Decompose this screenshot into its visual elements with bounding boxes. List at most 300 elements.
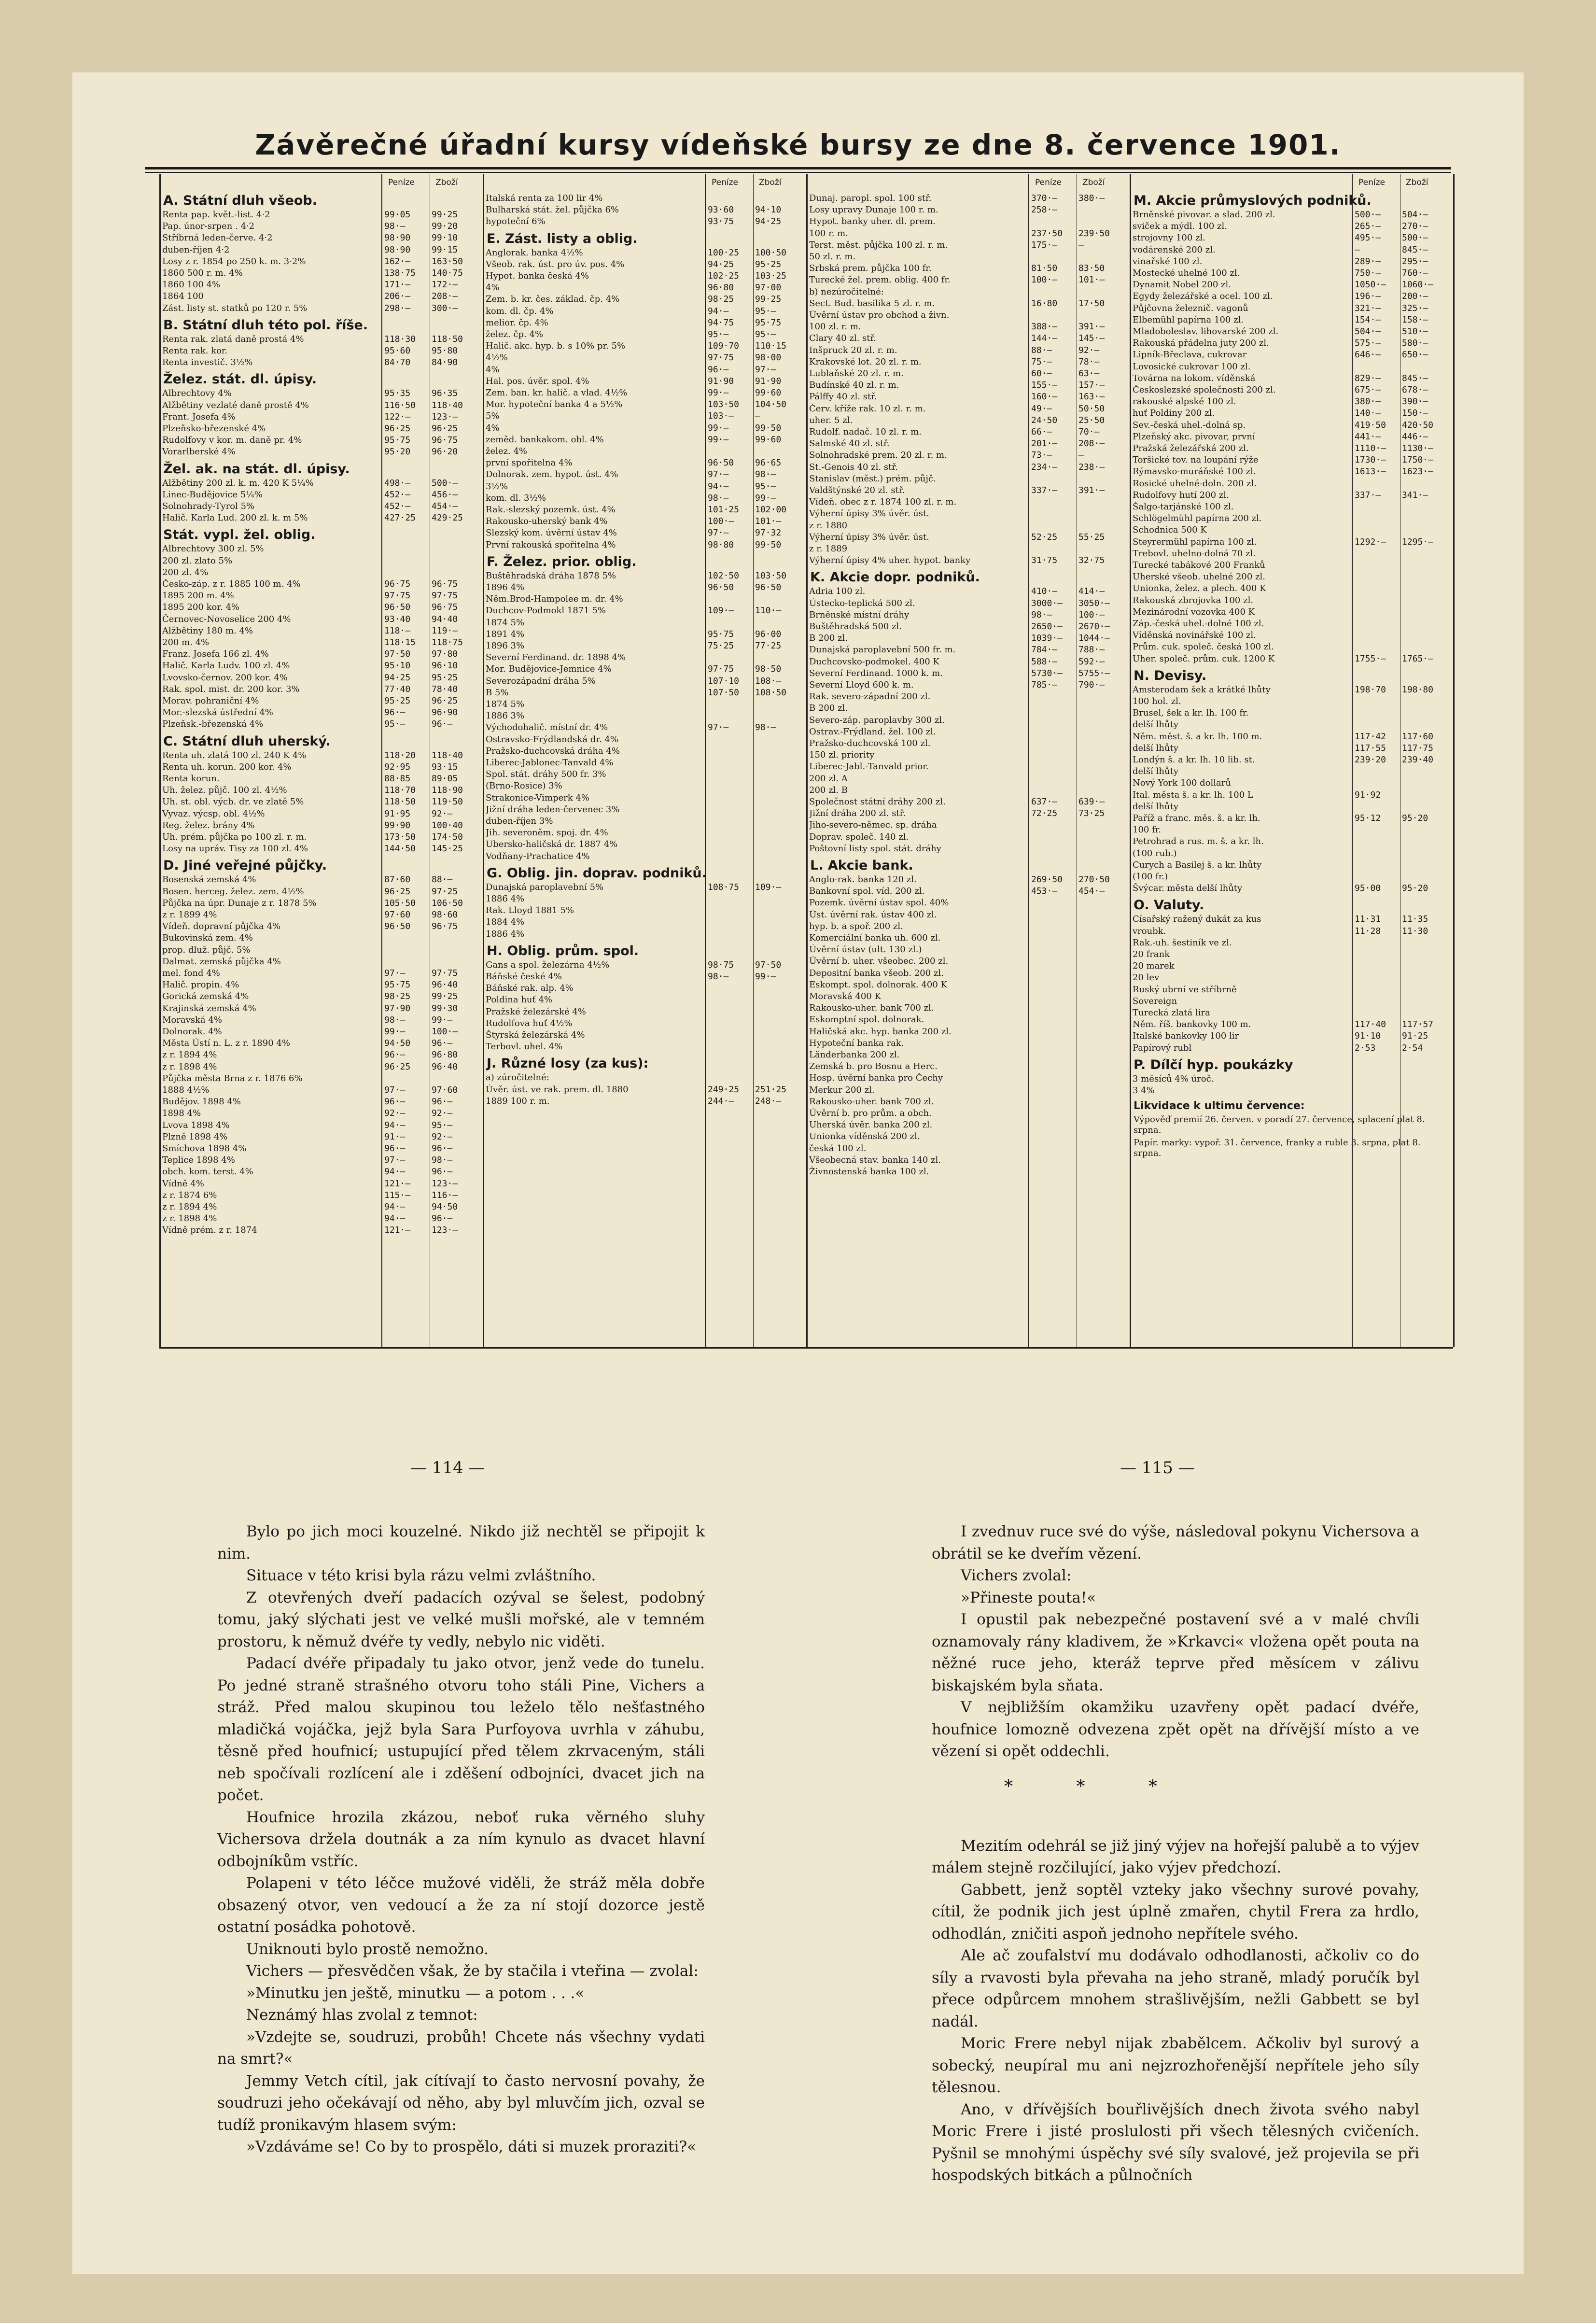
quote-money: 99·— [384, 1027, 406, 1037]
quote-goods: 95·— [755, 306, 776, 316]
quote-goods: 84·90 [432, 357, 458, 368]
quote-goods: 118·90 [432, 785, 463, 796]
quote-money: 95·35 [384, 388, 411, 399]
quote-money: 97·— [384, 1085, 406, 1095]
column-header-money: Peníze [1035, 178, 1062, 187]
quote-money: 269·50 [1031, 874, 1063, 885]
quote-money: 66·— [1031, 427, 1052, 437]
quote-money: 96·50 [384, 602, 411, 613]
quote-name: obch. kom. terst. 4% [162, 1167, 253, 1177]
quote-goods: 790·— [1078, 680, 1105, 690]
story-column-left [217, 1521, 705, 2158]
quote-name: Výherní úpisy 3% úvěr. úst. [809, 532, 929, 542]
quote-money: 96·— [384, 1143, 406, 1154]
quote-money: 99·— [708, 388, 729, 398]
quote-name: 1895 200 kor. 4% [162, 602, 239, 613]
quote-name: Rudolfovy hutí 200 zl. [1133, 490, 1229, 500]
quote-name: Půjčka města Brna z r. 1876 6% [162, 1073, 303, 1084]
quote-name: 100 r. m. [809, 228, 848, 239]
column-header-money: Peníze [388, 178, 415, 187]
quote-name: Zem. b. kr. čes. základ. čp. 4% [486, 294, 620, 305]
quote-name: Vyvaz. výcsp. obl. 4½% [162, 808, 265, 819]
quote-name: Dunajská paroplavební 500 fr. m. [809, 645, 956, 655]
quote-money: 94·— [384, 1120, 406, 1130]
quote-money: 72·25 [1031, 808, 1058, 819]
quote-name: Renta rak. kor. [162, 346, 228, 356]
quote-name: Doprav. společ. 140 zl. [809, 831, 909, 842]
quote-name: 200 zl. B [809, 785, 848, 795]
quote-name: Báňské rak. alp. 4% [486, 983, 574, 994]
column-divider [159, 174, 161, 1347]
story-paragraph: Ale ač zoufalství mu dodávalo odhodlanosti, ačkoliv co do síly a rvavosti byla převaha na jeho straně, mladý poručík byl přece odpůrcem mnohem strašlivějším, nežli Gabbett se byl nadál. [932, 1947, 1419, 2030]
quote-money: 504·— [1355, 326, 1381, 337]
section-heading: H. Oblig. prům. spol. [487, 943, 639, 958]
quote-goods: 760·— [1402, 268, 1428, 278]
quote-money: 100·— [708, 516, 734, 527]
quote-money: 206·— [384, 291, 411, 302]
quote-name: Schlögelmühl papírna 200 zl. [1133, 513, 1262, 524]
quote-goods: 95·20 [1402, 883, 1428, 894]
quote-money: 380·— [1355, 396, 1381, 407]
quote-goods: 91·25 [1402, 1031, 1428, 1042]
quote-money: 234·— [1031, 462, 1058, 472]
quote-money: 98·— [1031, 609, 1052, 620]
quote-goods: 96·80 [432, 1050, 458, 1060]
quote-money: 103·50 [708, 399, 740, 410]
quote-name: 4½% [486, 352, 508, 363]
quote-money: 784·— [1031, 645, 1058, 655]
quote-money: 198·70 [1355, 684, 1386, 695]
quote-goods: 98·00 [755, 352, 782, 363]
quote-money: 102·25 [708, 271, 740, 281]
quote-goods: 500·— [432, 478, 458, 488]
quote-money: 118·70 [384, 785, 416, 796]
quote-name: Jižní dráha leden-červenec 3% [486, 804, 620, 815]
quote-money: 419·50 [1355, 420, 1386, 430]
quote-goods: 96·00 [755, 629, 782, 639]
section-heading: P. Dílčí hyp. poukázky [1134, 1057, 1293, 1072]
quote-goods: 1044·— [1078, 633, 1110, 644]
quote-goods: 1130·— [1402, 443, 1434, 453]
quote-money: 97·60 [384, 910, 411, 920]
quote-money: 94·— [384, 1167, 406, 1177]
story-column-right [932, 1521, 1419, 2187]
story-paragraph: I opustil pak nebezpečné postavení své a v malé chvíli oznamovaly rány kladivem, že »Krkavci« vložena opět pouta na něžné ruce jeho, kteráž teprve před měsícem v zálivu biskajském byla sňata. [932, 1611, 1419, 1694]
quote-name: 5% [486, 411, 500, 422]
quote-goods: 678·— [1402, 385, 1428, 395]
quote-name: Červ. kříže rak. 10 zl. r. m. [809, 403, 926, 414]
quote-goods: 106·50 [432, 898, 463, 908]
quote-goods: 2·54 [1402, 1042, 1423, 1053]
quote-money: 100·25 [708, 247, 740, 258]
quote-name: Bankovní spol. víd. 200 zl. [809, 886, 925, 897]
quote-money: 239·20 [1355, 755, 1386, 765]
quote-name: uher. 5 zl. [809, 415, 853, 425]
quote-money: 95·— [708, 329, 729, 339]
quote-goods: 96·— [432, 1167, 453, 1177]
quote-name: Turecké tabákové 200 Franků [1133, 560, 1265, 570]
quote-name: Rakousko-uher. bank 700 zl. [809, 1096, 934, 1107]
story-paragraph: Vichers zvolal: [961, 1567, 1072, 1584]
quote-name: Půjčovna železnič. vagonů [1133, 303, 1248, 313]
quote-name: Uherské všeob. uhelné 200 zl. [1133, 572, 1266, 582]
quote-name: Dalmat. zemská půjčka 4% [162, 956, 281, 967]
quote-money: 829·— [1355, 373, 1381, 383]
quote-name: Budínské 40 zl. r. m. [809, 380, 899, 391]
quote-name: strojovny 100 zl. [1133, 233, 1206, 243]
quote-name: Clary 40 zl. stř. [809, 333, 876, 344]
quote-goods: 101·— [755, 516, 782, 527]
quote-money: 94·50 [384, 1038, 411, 1049]
quote-money: 2650·— [1031, 621, 1063, 632]
quote-name: Slezský kom. úvěrní ústav 4% [486, 528, 617, 538]
quote-name: 1886 4% [486, 929, 525, 939]
quote-name: Terst. měst. půjčka 100 zl. r. m. [809, 239, 948, 250]
quote-name: Mezinárodní vozovka 400 K [1133, 606, 1255, 617]
quote-money: 118·30 [384, 334, 416, 344]
quote-goods: 116·— [432, 1190, 458, 1200]
quote-name: Švýcar. města delší lhůty [1133, 883, 1243, 894]
quote-goods: 32·75 [1078, 555, 1105, 566]
quote-goods: 98·50 [755, 664, 782, 675]
quote-name: Adria 100 zl. [809, 586, 866, 597]
quote-name: první spořitelna 4% [486, 458, 573, 468]
table-bottom-rule [159, 1347, 1453, 1349]
quote-money: 337·— [1031, 485, 1058, 495]
quote-name: St.-Genois 40 zl. stř. [809, 462, 898, 472]
quote-goods: 123·— [432, 1225, 458, 1236]
quote-name: Mor. Budějovice-Jemnice 4% [486, 664, 612, 675]
quote-name: Zem. ban. kr. halič. a vlad. 4½% [486, 388, 628, 398]
quote-goods: 63·— [1078, 368, 1100, 379]
quote-money: 96·25 [384, 1061, 411, 1072]
quote-name: 1895 200 m. 4% [162, 591, 234, 601]
quote-money: 155·— [1031, 380, 1058, 391]
quote-name: delší lhůty [1133, 743, 1178, 753]
quote-name: 20 marek [1133, 961, 1175, 971]
quote-goods: 70·— [1078, 427, 1100, 437]
quote-name: Severo-záp. paroplavby 300 zl. [809, 715, 945, 725]
quote-name: 3 měsíců 4% úroč. [1133, 1073, 1214, 1084]
quote-money: 154·— [1355, 314, 1381, 325]
story-paragraph: Gabbett, jenž soptěl vzteky jako všechny surové povahy, cítil, že podnik jich jest úplně zmařen, chytil Frera za hrdlo, odhodlán, zničiti aspoň jednoho nepřítele svého. [932, 1881, 1419, 1943]
quote-name: 4% [486, 364, 500, 375]
quote-money: 249·25 [708, 1084, 740, 1095]
quote-money: 99·— [708, 422, 729, 433]
quote-money: 321·— [1355, 303, 1381, 313]
quote-name: Halič. akc. hyp. b. s 10% pr. 5% [486, 341, 626, 352]
quote-goods: 99·— [432, 1014, 453, 1025]
quote-money: 108·75 [708, 882, 740, 892]
quote-name: z r. 1874 6% [162, 1190, 217, 1200]
quote-name: Renta uh. zlatá 100 zl. 240 K 4% [162, 750, 307, 760]
quote-name: Unionka, želez. a plech. 400 K [1133, 583, 1266, 594]
quote-name: Unionka víděnská 200 zl. [809, 1131, 920, 1142]
quote-money: 118·15 [384, 637, 416, 648]
quote-money: 95·25 [384, 696, 411, 706]
quote-name: Dolnorak. 4% [162, 1027, 222, 1037]
quote-name: Vodňany-Prachatice 4% [486, 851, 590, 861]
quote-money: 91·10 [1355, 1031, 1381, 1042]
quote-name: Poštovní listy spol. stát. dráhy [809, 843, 941, 854]
quote-name: Plzeňsko-březenské 4% [162, 423, 266, 434]
quote-name: kom. dl. 3½% [486, 493, 546, 503]
quote-money: 97·75 [384, 591, 411, 601]
quote-money: 201·— [1031, 438, 1058, 449]
quote-money: 117·40 [1355, 1019, 1386, 1030]
story-paragraph: Bylo po jich moci kouzelné. Nikdo již nechtěl se připojit k nim. [217, 1523, 705, 1563]
quote-goods: 108·— [755, 676, 782, 686]
quote-money: 94·75 [708, 317, 734, 328]
quote-money: 87·60 [384, 874, 411, 885]
quote-money: 93·60 [708, 205, 734, 215]
quote-name: Uher. společ. prům. cuk. 1200 K [1133, 653, 1275, 664]
column-header-money: Peníze [1358, 178, 1385, 187]
quote-money: 785·— [1031, 680, 1058, 690]
quote-name: Stříbrná leden-červe. 4·2 [162, 233, 273, 243]
quote-goods: 238·— [1078, 462, 1105, 472]
quote-money: 298·— [384, 303, 411, 313]
quote-money: 97·— [708, 722, 729, 733]
quote-name: Výherní úpisy 3% úvěr. úst. [809, 508, 929, 519]
quote-money: 96·75 [384, 579, 411, 589]
quote-name: 1864 100 [162, 291, 204, 302]
quote-name: Ubersko-haličská dr. 1887 4% [486, 839, 618, 850]
quote-money: 97·75 [708, 352, 734, 363]
quote-money: 646·— [1355, 350, 1381, 360]
section-heading: F. Želez. prior. oblig. [487, 554, 637, 569]
quote-goods: 100·50 [755, 247, 787, 258]
quote-goods: 99·— [755, 493, 776, 503]
quote-name: Všeobecná stav. banka 140 zl. [809, 1154, 941, 1165]
section-heading: B. Státní dluh této pol. říše. [163, 317, 368, 333]
quote-goods: 99·25 [432, 210, 458, 220]
quote-goods: 97·— [755, 364, 776, 375]
quote-name: Duchcovsko-podmokel. 400 K [809, 656, 939, 667]
quote-goods: 110·— [755, 605, 782, 616]
quote-name: Pap. únor-srpen . 4·2 [162, 221, 255, 232]
quote-money: 93·75 [708, 216, 734, 227]
quote-name: Teplice 1898 4% [162, 1155, 235, 1166]
quote-goods: 96·25 [432, 696, 458, 706]
quote-name: Moravská 400 K [809, 991, 881, 1001]
quote-goods: 95·75 [755, 317, 782, 328]
quote-money: 2·53 [1355, 1042, 1376, 1053]
quote-goods: 102·00 [755, 505, 787, 515]
quote-name: duben-říjen 3% [486, 816, 553, 826]
quote-goods: 94·10 [755, 205, 782, 215]
quote-money: 495·— [1355, 233, 1381, 243]
quote-name: Krajinská zemská 4% [162, 1003, 256, 1014]
quote-goods: 96·10 [432, 661, 458, 671]
quote-money: 96·— [384, 1050, 406, 1060]
quote-goods: 97·50 [755, 959, 782, 970]
quote-name: Štyrská železárská 4% [486, 1030, 585, 1040]
quote-name: 1898 4% [162, 1108, 201, 1119]
quote-name: 1874 5% [486, 699, 525, 709]
quote-goods: 96·40 [432, 980, 458, 990]
quote-money: 84·70 [384, 357, 411, 368]
quote-name: Uh. st. obl. výcb. dr. ve zlatě 5% [162, 797, 304, 807]
quote-name: Jižní dráha 200 zl. stř. [809, 808, 906, 819]
quote-name: Zemská b. pro Bosnu a Herc. [809, 1061, 938, 1072]
quote-money: 173·50 [384, 832, 416, 842]
quote-goods: 1623·— [1402, 466, 1434, 477]
quote-goods: 117·60 [1402, 731, 1434, 742]
quote-money: 98·75 [708, 959, 734, 970]
quote-goods: 300·— [432, 303, 458, 313]
notice-heading: Likvidace k ultimu července: [1134, 1100, 1305, 1112]
section-break-stars: * * * [1004, 1777, 1186, 1797]
quote-money: 118·20 [384, 750, 416, 760]
quote-name: 50 zl. r. m. [809, 252, 856, 262]
column-header-goods: Zboží [435, 178, 458, 187]
quote-goods: 845·— [1402, 373, 1428, 383]
quote-money: 138·75 [384, 268, 416, 278]
quote-money: 95·00 [1355, 883, 1381, 894]
story-paragraph: »Vzdejte se, soudruzi, probůh! Chcete nás všechny vydati na smrt?« [217, 2028, 705, 2068]
quote-name: Plzně 1898 4% [162, 1131, 228, 1142]
quote-money: 91·95 [384, 808, 411, 819]
quote-goods: 100·40 [432, 820, 463, 831]
quote-name: Halič. Karla Ludv. 100 zl. 4% [162, 661, 290, 671]
quote-name: 100 fr. [1133, 825, 1162, 835]
quote-name: 4% [486, 422, 500, 433]
quote-name: Společnost státní dráhy 200 zl. [809, 797, 946, 807]
quote-name: Hypot. banka česká 4% [486, 271, 589, 281]
quote-money: 52·25 [1031, 532, 1058, 542]
column-header-money: Peníze [712, 178, 738, 187]
quote-money: 244·— [708, 1096, 734, 1106]
quote-money: 96·25 [384, 886, 411, 897]
quote-name: 1874 5% [486, 617, 525, 628]
quote-name: Rudolfovy v kor. m. daně pr. 4% [162, 435, 302, 446]
quote-goods: 96·75 [432, 579, 458, 589]
quote-money: 97·75 [708, 664, 734, 675]
quote-goods: 295·— [1402, 256, 1428, 267]
quote-money: 1292·— [1355, 536, 1386, 547]
quote-name: kom. dl. čp. 4% [486, 306, 554, 316]
quote-name: Sovereign [1133, 996, 1177, 1006]
quote-money: 122·— [384, 411, 411, 422]
column-divider [483, 174, 484, 1347]
quote-money: 1039·— [1031, 633, 1063, 644]
quote-name: Albrechtovy 300 zl. 5% [162, 544, 264, 554]
story-paragraph: »Vzdáváme se! Co by to prospělo, dáti si muzek proraziti?« [246, 2138, 697, 2155]
quote-goods: 97·25 [432, 886, 458, 897]
quote-money: 99·05 [384, 210, 411, 220]
quote-name: Frant. Josefa 4% [162, 411, 236, 422]
quote-money: 637·— [1031, 797, 1058, 807]
quote-goods: 239·40 [1402, 755, 1434, 765]
quote-name: Morav. pohraniční 4% [162, 696, 259, 706]
quote-name: Franz. Josefa 166 zl. 4% [162, 649, 269, 660]
quote-name: Solnohrady-Tyrol 5% [162, 501, 255, 511]
quote-name: delší lhůty [1133, 719, 1178, 730]
quote-name: (100 rub.) [1133, 848, 1177, 859]
quote-goods: 592·— [1078, 656, 1105, 667]
quote-name: Východohalič. místní dr. 4% [486, 722, 608, 733]
column-divider [1453, 174, 1455, 1347]
quote-name: Hypot. banky uher. dl. prem. [809, 216, 936, 227]
quote-money: 337·— [1355, 490, 1381, 500]
quote-money: 121·— [384, 1178, 411, 1189]
quote-name: Gorická zemská 4% [162, 991, 249, 1002]
quote-name: Pražská železářská 200 zl. [1133, 443, 1249, 453]
quote-name: Alžbětiny 200 zl. k. m. 420 K 5¼% [162, 478, 314, 488]
quote-money: 410·— [1031, 586, 1058, 597]
quote-goods: 325·— [1402, 303, 1428, 313]
quote-name: z r. 1898 4% [162, 1213, 217, 1224]
quote-goods: 446·— [1402, 431, 1428, 442]
quote-money: 94·— [708, 481, 729, 492]
quote-goods: 96·75 [432, 602, 458, 613]
quote-name: Pražské železárské 4% [486, 1006, 586, 1017]
quote-goods: — [755, 411, 760, 422]
quote-name: Reg. želez. brány 4% [162, 820, 255, 831]
quote-money: 11·31 [1355, 914, 1381, 925]
value-divider [753, 174, 754, 1347]
quote-name: Turecké žel. prem. oblig. 400 fr. [809, 275, 951, 285]
quote-name: Báňské české 4% [486, 971, 562, 982]
quote-name: Poldina huť 4% [486, 995, 552, 1005]
quote-name: Dunaj. paropl. spol. 100 stř. [809, 193, 932, 203]
quote-goods: 500·— [1402, 233, 1428, 243]
quote-money: 750·— [1355, 268, 1381, 278]
section-heading: E. Zást. listy a oblig. [487, 231, 638, 246]
quote-money: 98·90 [384, 244, 411, 255]
quote-goods: 96·— [432, 1038, 453, 1049]
quote-name: Nový York 100 dollarů [1133, 778, 1231, 788]
quote-name: Dynamit Nobel 200 zl. [1133, 280, 1231, 290]
quote-goods: 17·50 [1078, 298, 1105, 309]
quote-goods: 96·40 [432, 1061, 458, 1072]
quote-name: Bosenská zemská 4% [162, 874, 256, 885]
story-paragraph: Moric Frere nebyl nijak zbabělcem. Ačkoliv byl surový a sobecký, neupíral mu ani nejzrozhořenější nepřítele jeho síly tělesnou. [932, 2035, 1419, 2096]
quote-goods: 98·— [432, 1155, 453, 1166]
quote-name: Trebovl. uhelno-dolná 70 zl. [1133, 548, 1256, 559]
quote-name: 1884 4% [486, 917, 525, 928]
quote-name: Vídně prém. z r. 1874 [162, 1225, 257, 1236]
quote-money: 1110·— [1355, 443, 1386, 453]
quote-name: Rakousko-uher. bank 700 zl. [809, 1003, 934, 1014]
quote-name: 100 hol. zl. [1133, 696, 1181, 706]
quote-name: 3½% [486, 481, 508, 492]
value-divider [1028, 174, 1029, 1347]
quote-name: prop. dluž. půjč. 5% [162, 944, 251, 955]
quote-name: želez. čp. 4% [486, 329, 544, 339]
quote-money: 3000·— [1031, 598, 1063, 608]
quote-goods: 96·35 [432, 388, 458, 399]
quote-name: Vídeň. obec z r. 1874 100 zl. r. m. [809, 497, 957, 507]
quote-name: Pozemk. úvěrní ústav spol. 40% [809, 898, 949, 908]
quote-goods: 95·— [755, 329, 776, 339]
quote-goods: 251·25 [755, 1084, 787, 1095]
quote-name: Vídeň. dopravní půjčka 4% [162, 921, 281, 932]
quote-name: Mor. hypoteční banka 4 a 5½% [486, 399, 623, 410]
quote-name: Uh. prém. půjčka po 100 zl. r. m. [162, 832, 307, 842]
quote-goods: 119·— [432, 625, 458, 636]
quote-money: 94·25 [384, 672, 411, 683]
quote-name: Inšpruck 20 zl. r. m. [809, 345, 897, 355]
quote-name: Srbská prem. půjčka 100 fr. [809, 263, 932, 274]
quote-money: 388·— [1031, 322, 1058, 332]
quote-name: 1896 4% [486, 582, 525, 592]
quote-money: 95·60 [384, 346, 411, 356]
quote-money: 96·50 [708, 458, 734, 468]
quote-money: 95·20 [384, 447, 411, 457]
quote-goods: 97·32 [755, 528, 782, 538]
